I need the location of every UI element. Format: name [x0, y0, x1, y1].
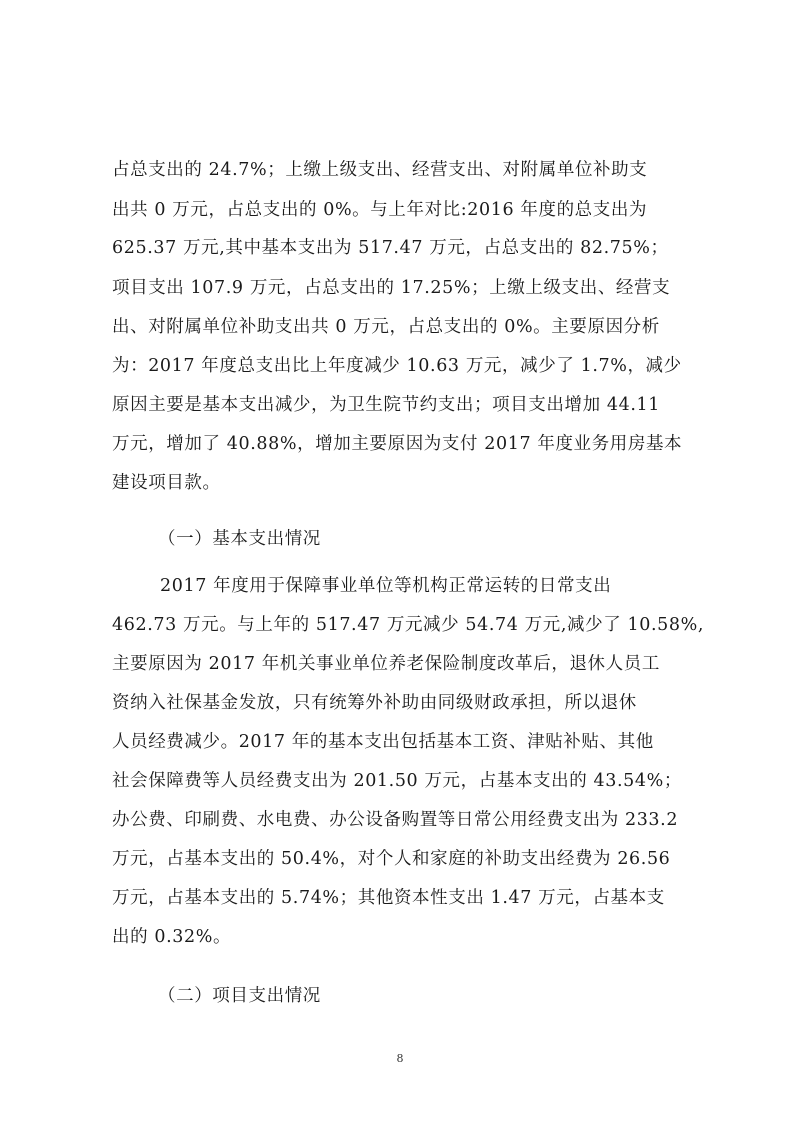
paragraph-line: 建设项目款。: [112, 473, 221, 493]
paragraph-line: 出、对附属单位补助支出共 0 万元，占总支出的 0%。主要原因分析: [112, 317, 660, 337]
paragraph-line: 万元，占基本支出的 50.4%，对个人和家庭的补助支出经费为 26.56: [112, 849, 671, 869]
paragraph-line: 万元，增加了 40.88%，增加主要原因为支付 2017 年度业务用房基本: [112, 434, 683, 454]
section-heading: （二）项目支出情况: [158, 986, 321, 1006]
paragraph-line: 出的 0.32%。: [112, 927, 232, 947]
paragraph-line: 出共 0 万元，占总支出的 0%。与上年对比:2016 年度的总支出为: [112, 200, 648, 220]
page-number: 8: [396, 1052, 404, 1065]
paragraph-line: 万元，占基本支出的 5.74%；其他资本性支出 1.47 万元，占基本支: [112, 888, 665, 908]
paragraph-line: 2017 年度用于保障事业单位等机构正常运转的日常支出: [160, 576, 612, 596]
paragraph-line: 462.73 万元。与上年的 517.47 万元减少 54.74 万元,减少了 10.58%,: [112, 615, 704, 635]
paragraph-line: 主要原因为 2017 年机关事业单位养老保险制度改革后，退休人员工: [112, 654, 660, 674]
section-heading: （一）基本支出情况: [158, 529, 321, 549]
paragraph-line: 办公费、印刷费、水电费、办公设备购置等日常公用经费支出为 233.2: [112, 810, 679, 830]
paragraph-line: 占总支出的 24.7%；上缴上级支出、经营支出、对附属单位补助支: [112, 160, 648, 180]
paragraph-line: 原因主要是基本支出减少，为卫生院节约支出；项目支出增加 44.11: [112, 395, 660, 415]
paragraph-line: 人员经费减少。2017 年的基本支出包括基本工资、津贴补贴、其他: [112, 732, 654, 752]
paragraph-line: 资纳入社保基金发放，只有统筹外补助由同级财政承担，所以退休: [112, 693, 637, 713]
paragraph-line: 社会保障费等人员经费支出为 201.50 万元，占基本支出的 43.54%；: [112, 771, 682, 791]
paragraph-line: 项目支出 107.9 万元，占总支出的 17.25%；上缴上级支出、经营支: [112, 278, 671, 298]
paragraph-line: 为：2017 年度总支出比上年度减少 10.63 万元，减少了 1.7%，减少: [112, 356, 682, 376]
paragraph-line: 625.37 万元,其中基本支出为 517.47 万元，占总支出的 82.75%；: [112, 238, 669, 258]
